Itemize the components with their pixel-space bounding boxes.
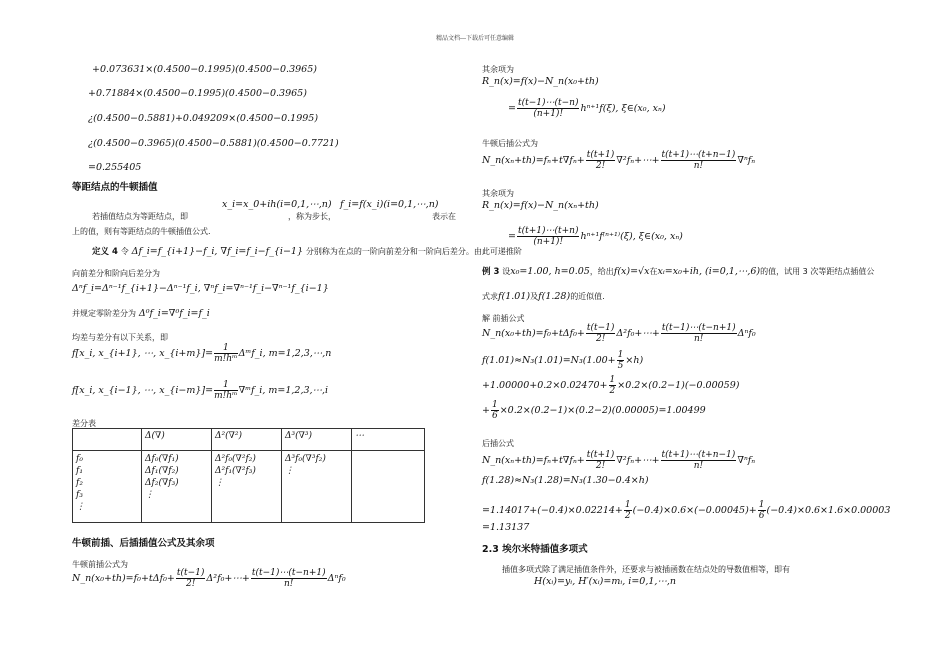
formula-part: (−0.4)×0.6×(−0.00045)+ — [632, 505, 757, 516]
paragraph-text: 其余项为 — [482, 189, 514, 198]
formula-part: f(1.01)≈N₃(1.01)=N₃(1.00+ — [482, 355, 616, 366]
paragraph-text: 在 — [649, 267, 658, 276]
section-heading-hermite: 2.3 埃尔米特插值多项式 — [482, 544, 588, 555]
formula-inline: f(1.28) — [538, 291, 571, 302]
formula-inline: x₀=1.00, h=0.05 — [510, 266, 590, 277]
formula-nodes: x_i=x_0+ih(i=0,1,⋯,n) — [222, 199, 332, 210]
numerator: t(t−1)⋯(t−n) — [517, 98, 579, 108]
formula-backward-relation — [72, 380, 328, 401]
table-header-row — [73, 429, 425, 451]
formula-part: Δⁿf₀ — [737, 328, 756, 339]
paragraph-text: 若插值结点为等距结点，即 — [92, 212, 188, 221]
numerator: t(t+1)⋯(t+n−1) — [661, 450, 736, 460]
denominator: 5 — [617, 361, 624, 371]
fraction — [586, 450, 616, 471]
formula-part: ∇ⁿfₙ — [737, 155, 756, 166]
paragraph-text: ，称为步长， — [288, 212, 336, 221]
formula-inline: xᵢ=x₀+ih, (i=0,1,⋯,6) — [657, 266, 761, 277]
table-cell-line: ⋮ — [76, 502, 85, 512]
formula-solution-step-3 — [482, 400, 706, 421]
formula-remainder-backward-value — [508, 226, 683, 247]
fraction — [758, 500, 766, 521]
paragraph-text: 的近似值. — [570, 292, 605, 301]
table-cell — [282, 451, 352, 523]
formula-part: = — [508, 231, 516, 242]
paragraph-text: 分别称为在点的一阶向前差分和一阶向后差分。由此可递推阶 — [305, 247, 522, 256]
definition-4 — [92, 246, 522, 258]
calc-result: =0.255405 — [88, 162, 142, 173]
formula-zero-difference: Δ⁰f_i=∇⁰f_i=f_i — [138, 308, 210, 319]
table-cell-line: Δf₂(∇f₃) — [145, 478, 179, 488]
denominator: 2! — [595, 334, 606, 344]
formula-solution-step-5 — [482, 500, 890, 521]
paragraph-text: 上的值，则有等距结点的牛顿插值公式. — [72, 227, 211, 236]
section-heading-equidistant: 等距结点的牛顿插值 — [72, 182, 158, 193]
numerator: 1 — [758, 500, 765, 510]
denominator: 2! — [595, 161, 606, 171]
table-cell — [352, 451, 425, 523]
denominator: 2! — [595, 461, 606, 471]
formula-part: +1.00000+0.2×0.02470+ — [482, 380, 608, 391]
table-cell-line: Δ²f₁(∇²f₃) — [215, 466, 256, 476]
paragraph-text: 令 — [120, 247, 129, 256]
fraction — [517, 98, 580, 119]
table-cell-line: ⋮ — [145, 490, 154, 500]
table-cell-line: f₀ — [76, 454, 83, 464]
fraction — [214, 380, 237, 401]
fraction — [661, 150, 737, 171]
denominator: 2! — [185, 579, 196, 589]
numerator: 1 — [491, 400, 498, 410]
difference-table — [72, 428, 425, 523]
formula-part: hⁿ⁺¹f⁽ⁿ⁺¹⁾(ξ), ξ∈(x₀, xₙ) — [580, 231, 683, 242]
formula-part: Δⁿf₀ — [327, 573, 346, 584]
fraction — [609, 375, 617, 396]
numerator: 1 — [214, 380, 237, 391]
denominator: n! — [284, 579, 294, 589]
section-heading-newton-formulas: 牛顿前插、后插插值公式及其余项 — [72, 538, 215, 549]
table-cell-line: ⋮ — [285, 466, 294, 476]
formula-part: (−0.4)×0.6×1.6×0.00003 — [766, 505, 891, 516]
formula-inline: f(x)=√x — [613, 266, 650, 277]
example-3-continued — [482, 291, 605, 303]
numerator: t(t−1)⋯(t−n+1) — [251, 568, 326, 578]
numerator: t(t+1) — [586, 150, 615, 160]
table-cell — [73, 451, 142, 523]
fraction — [661, 450, 737, 471]
table-caption: 差分表 — [72, 419, 96, 428]
formula-solution-step-1 — [482, 350, 643, 371]
table-cell — [142, 451, 212, 523]
paragraph-text: 牛顿前插公式为 — [72, 560, 128, 569]
table-header-cell — [73, 429, 142, 451]
table-cell-line: Δf₀(∇f₁) — [145, 454, 179, 464]
table-cell-line: Δf₁(∇f₂) — [145, 466, 179, 476]
fraction — [617, 350, 625, 371]
denominator: (n+1)! — [533, 237, 564, 247]
paragraph-text: 表示在 — [432, 212, 456, 221]
denominator: m!hᵐ — [214, 391, 238, 401]
formula-part: N_n(xₙ+th)=fₙ+t∇fₙ+ — [482, 455, 585, 466]
table-header-cell: Δ³(∇³) — [282, 429, 352, 451]
formula-fi: f_i=f(x_i)(i=0,1,⋯,n) — [340, 199, 439, 210]
paragraph-text: 向前差分和阶向后差分为 — [72, 269, 160, 278]
numerator: 1 — [617, 350, 624, 360]
paragraph-text: 插值多项式除了满足插值条件外，还要求与被插函数在结点处的导数值相等，即有 — [502, 565, 790, 574]
denominator: m!hᵐ — [214, 354, 238, 364]
paragraph-text: 式求 — [482, 292, 498, 301]
example-label: 例 3 — [482, 267, 500, 277]
calc-line-4: ¿(0.4500−0.3965)(0.4500−0.5881)(0.4500−0.7721) — [88, 138, 339, 149]
paragraph-text: 其余项为 — [482, 65, 514, 74]
formula-hermite-conditions: H(xᵢ)=yᵢ, H′(xᵢ)=mᵢ, i=0,1,⋯,n — [534, 576, 677, 587]
fraction — [586, 150, 616, 171]
paragraph-text: 牛顿后插公式为 — [482, 139, 538, 148]
table-cell — [212, 451, 282, 523]
page-header: 精品文档---下载后可任意编辑 — [435, 35, 515, 42]
table-row — [73, 451, 425, 523]
formula-remainder-backward: R_n(x)=f(x)−N_n(xₙ+th) — [482, 200, 599, 211]
denominator: n! — [694, 334, 704, 344]
formula-remainder-forward: R_n(x)=f(x)−N_n(x₀+th) — [482, 76, 599, 87]
table-cell-line: Δ³f₀(∇³f₂) — [285, 454, 326, 464]
paragraph-text: 后插公式 — [482, 439, 514, 448]
zero-order-difference — [72, 308, 210, 320]
definition-label: 定义 4 — [92, 247, 118, 257]
fraction — [517, 226, 580, 247]
solution-label: 解 前插公式 — [482, 314, 525, 323]
table-header-cell: Δ²(∇²) — [212, 429, 282, 451]
formula-part: N_n(x₀+th)=f₀+tΔf₀+ — [482, 328, 585, 339]
formula-part: hⁿ⁺¹f(ξ), ξ∈(x₀, xₙ) — [580, 103, 666, 114]
formula-part: N_n(xₙ+th)=fₙ+t∇fₙ+ — [482, 155, 585, 166]
numerator: 1 — [609, 375, 616, 385]
fraction — [251, 568, 327, 589]
denominator: 2 — [624, 511, 631, 521]
numerator: 1 — [214, 343, 237, 354]
table-cell-line: ⋮ — [215, 478, 224, 488]
formula-part: ∇²fₙ+⋯+ — [616, 155, 660, 166]
paragraph-text: 及 — [530, 292, 539, 301]
paragraph-text: 均差与差分有以下关系，即 — [72, 333, 168, 342]
numerator: 1 — [624, 500, 631, 510]
table-cell-line: Δ²f₀(∇²f₂) — [215, 454, 256, 464]
fraction — [491, 400, 499, 421]
formula-part: Δ²f₀+⋯+ — [206, 573, 250, 584]
table-header-cell: ⋯ — [352, 429, 425, 451]
numerator: t(t+1) — [586, 450, 615, 460]
formula-solution-step-2 — [482, 375, 739, 396]
numerator: t(t−1) — [586, 323, 615, 333]
formula-part: ×0.2×(0.2−1)×(0.2−2)(0.00005)=1.00499 — [499, 405, 706, 416]
paragraph-text: 并规定零阶差分为 — [72, 309, 136, 318]
formula-inline: f(1.01) — [498, 291, 531, 302]
formula-part: Δ²f₀+⋯+ — [616, 328, 660, 339]
denominator: 6 — [758, 511, 765, 521]
formula-part: =1.14017+(−0.4)×0.02214+ — [482, 505, 623, 516]
formula-solution-backward — [482, 450, 755, 471]
formula-part: ∇ᵐf_i, m=1,2,3,⋯,i — [238, 385, 329, 396]
paragraph-text: 设 — [502, 267, 511, 276]
calc-line-3: ¿(0.4500−0.5881)+0.049209×(0.4500−0.1995) — [88, 113, 319, 124]
table-header-cell: Δ(∇) — [142, 429, 212, 451]
formula-part: N_n(x₀+th)=f₀+tΔf₀+ — [72, 573, 175, 584]
formula-part: + — [482, 405, 490, 416]
formula-solution-result: =1.13137 — [482, 522, 530, 533]
denominator: n! — [693, 461, 704, 471]
formula-newton-backward — [482, 150, 755, 171]
fraction — [214, 343, 237, 364]
numerator: t(t−1)⋯(t−n+1) — [661, 323, 736, 333]
table-cell-line: f₂ — [76, 478, 83, 488]
formula-forward-relation — [72, 343, 331, 364]
denominator: 2 — [609, 386, 616, 396]
numerator: t(t+1)⋯(t+n−1) — [661, 150, 736, 160]
table-cell-line: f₁ — [76, 466, 83, 476]
paragraph-text: 的值，试用 3 次等距结点插值公 — [760, 267, 875, 276]
formula-remainder-forward-value — [508, 98, 666, 119]
formula-newton-forward — [72, 568, 346, 589]
denominator: (n+1)! — [533, 109, 564, 119]
numerator: t(t+1)⋯(t+n) — [517, 226, 579, 236]
calc-line-1: +0.073631×(0.4500−0.1995)(0.4500−0.3965) — [92, 64, 317, 75]
formula-first-difference: Δf_i=f_{i+1}−f_i, ∇f_i=f_i−f_{i−1} — [131, 246, 304, 257]
formula-solution-step-4: f(1.28)≈N₃(1.28)=N₃(1.30−0.4×h) — [482, 475, 649, 486]
formula-part: ×0.2×(0.2−1)(−0.00059) — [617, 380, 740, 391]
formula-solution-forward — [482, 323, 756, 344]
example-3 — [482, 266, 874, 278]
formula-part: ×h) — [625, 355, 644, 366]
fraction — [586, 323, 616, 344]
formula-part: ∇²fₙ+⋯+ — [616, 455, 660, 466]
fraction — [624, 500, 632, 521]
table-cell-line: f₃ — [76, 490, 83, 500]
calc-line-2: +0.71884×(0.4500−0.1995)(0.4500−0.3965) — [88, 88, 307, 99]
fraction — [661, 323, 737, 344]
paragraph-text: ，给出 — [589, 267, 614, 276]
formula-higher-difference: Δⁿf_i=Δⁿ⁻¹f_{i+1}−Δⁿ⁻¹f_i, ∇ⁿf_i=∇ⁿ⁻¹f_i−∇ⁿ⁻¹f_{i−1} — [72, 283, 329, 294]
formula-part: Δᵐf_i, m=1,2,3,⋯,n — [238, 348, 332, 359]
formula-part: ∇ⁿfₙ — [737, 455, 756, 466]
denominator: n! — [693, 161, 704, 171]
formula-part: f[x_i, x_{i−1}, ⋯, x_{i−m}]= — [72, 385, 214, 396]
fraction — [176, 568, 206, 589]
denominator: 6 — [491, 411, 498, 421]
formula-part: f[x_i, x_{i+1}, ⋯, x_{i+m}]= — [72, 348, 214, 359]
numerator: t(t−1) — [176, 568, 205, 578]
formula-part: = — [508, 103, 516, 114]
